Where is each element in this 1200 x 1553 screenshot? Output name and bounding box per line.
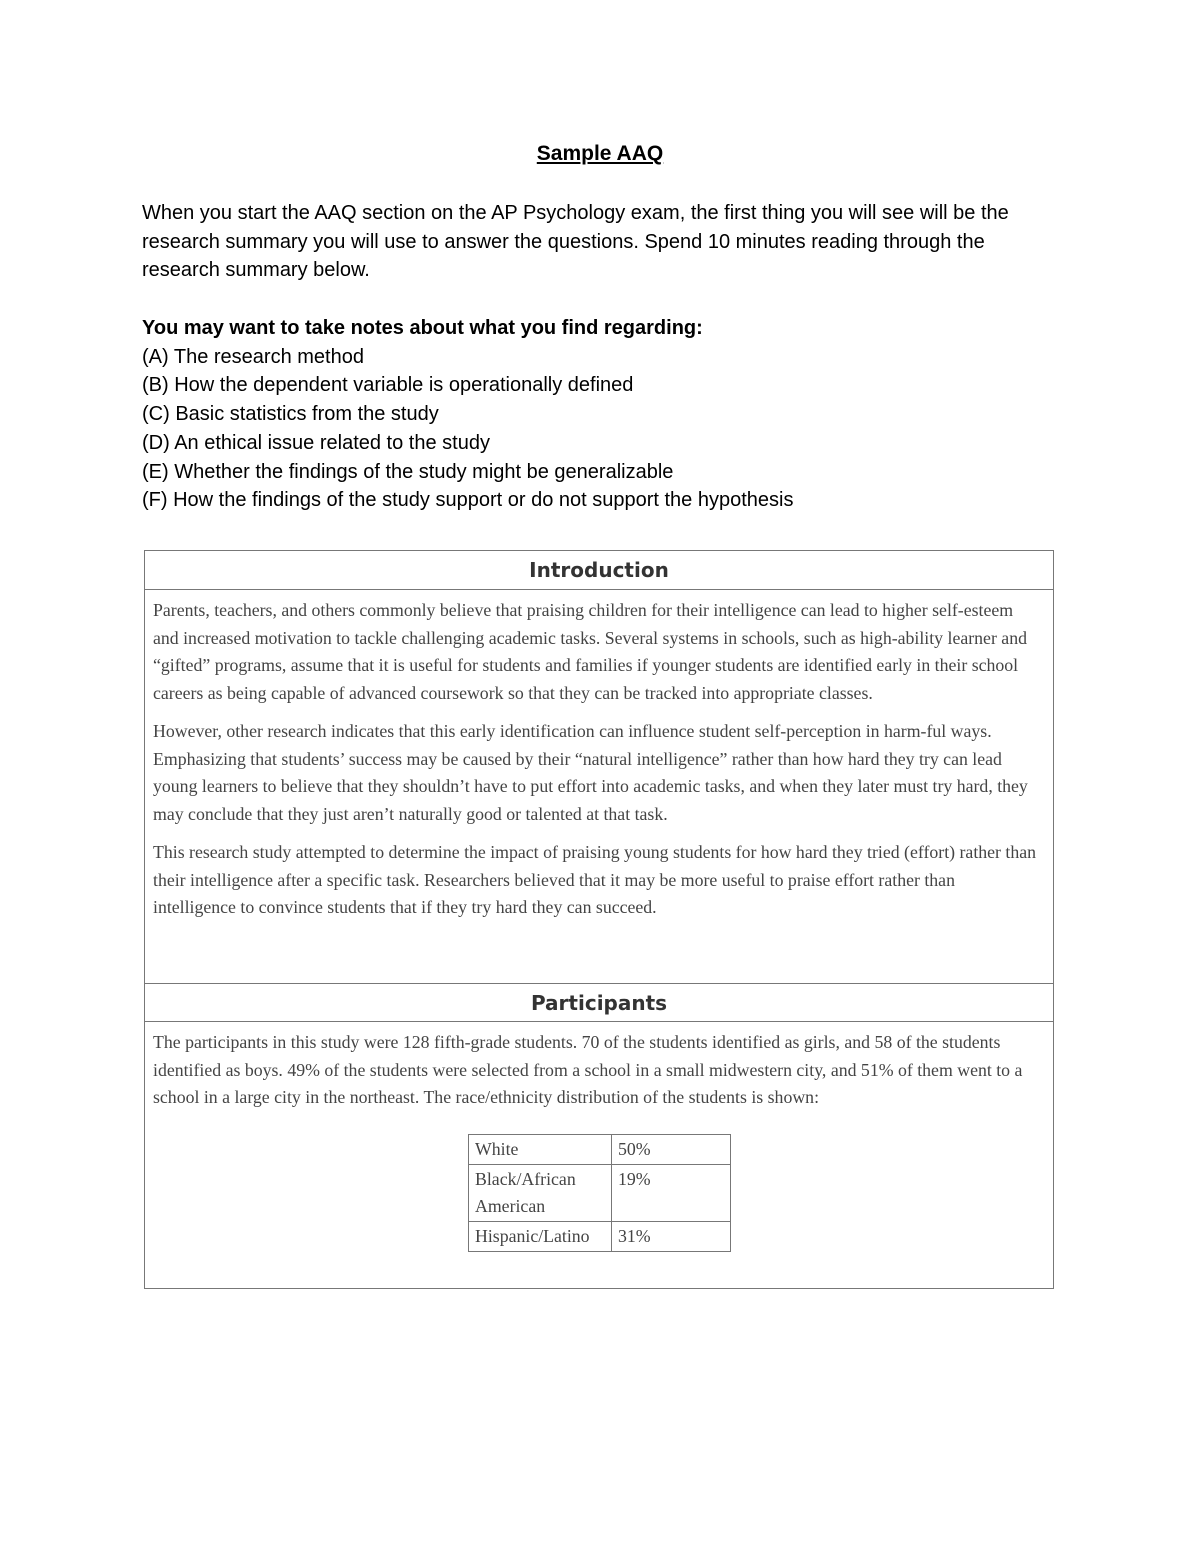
participants-paragraph: The participants in this study were 128 fifth-grade students. 70 of the students identified as girls, and 58 of the students identified as boys. 49% of the students were selected from a school in a small midwestern city, and 51% of them went to a school in a large city in the northeast. The race/ethnicity distribution of the students is shown: [153,1032,1023,1107]
participants-body [145,1022,1053,1252]
ethnicity-cell: White [469,1134,612,1164]
introduction-paragraph: However, other research indicates that this early identification can influence student self-perception in harm-ful ways. Emphasizing that students’ success may be caused by their “natural intelligence” rather than how hard they try can lead young learners to believe that they shouldn’t have to put effort into academic tasks, and when they later must try hard, they may conclude that they just aren’t naturally good or talented at that task. [153,721,1028,824]
table-row [469,1164,731,1221]
introduction-paragraph: This research study attempted to determine the impact of praising young students for how hard they tried (effort) rather than their intelligence after a specific task. Researchers believed that it may be more useful to praise effort rather than intelligence to convince students that if they try hard they can succeed. [153,842,1037,917]
ethnicity-table [468,1134,731,1252]
table-row [469,1221,731,1251]
percent-cell: 19% [612,1164,731,1221]
notes-item: (F) How the findings of the study support or do not support the hypothesis [142,489,794,512]
introduction-body [145,590,1053,983]
research-summary-box [144,550,1054,1289]
table-row [469,1134,731,1164]
notes-list [142,343,1062,515]
percent-cell: 31% [612,1221,731,1251]
notes-item: (A) The research method [142,345,364,368]
notes-item: (C) Basic statistics from the study [142,403,439,426]
notes-heading: You may want to take notes about what you find regarding: [142,317,703,339]
participants-heading: Participants [145,983,1053,1022]
introduction-heading: Introduction [145,551,1053,590]
notes-block [142,314,1062,515]
introduction-paragraph: Parents, teachers, and others commonly believe that praising children for their intelligence can lead to higher self-esteem and increased motivation to tackle challenging academic tasks. Several systems in schools, such as high-ability learner and “gifted” programs, assume that it is useful for students and families if younger students are identified early in their school careers as being capable of advanced coursework so that they can be tracked into appropriate classes. [153,600,1027,703]
instructions-paragraph: When you start the AAQ section on the AP Psychology exam, the first thing you will see will be the research summary you will use to answer the questions. Spend 10 minutes reading through the research summary below. [142,202,1009,282]
percent-cell: 50% [612,1134,731,1164]
ethnicity-cell: Black/African American [469,1164,612,1221]
ethnicity-cell: Hispanic/Latino [469,1221,612,1251]
notes-item: (D) An ethical issue related to the study [142,431,490,454]
page-title: Sample AAQ [536,142,664,165]
notes-item: (B) How the dependent variable is operationally defined [142,374,634,397]
notes-item: (E) Whether the findings of the study might be generalizable [142,460,674,483]
